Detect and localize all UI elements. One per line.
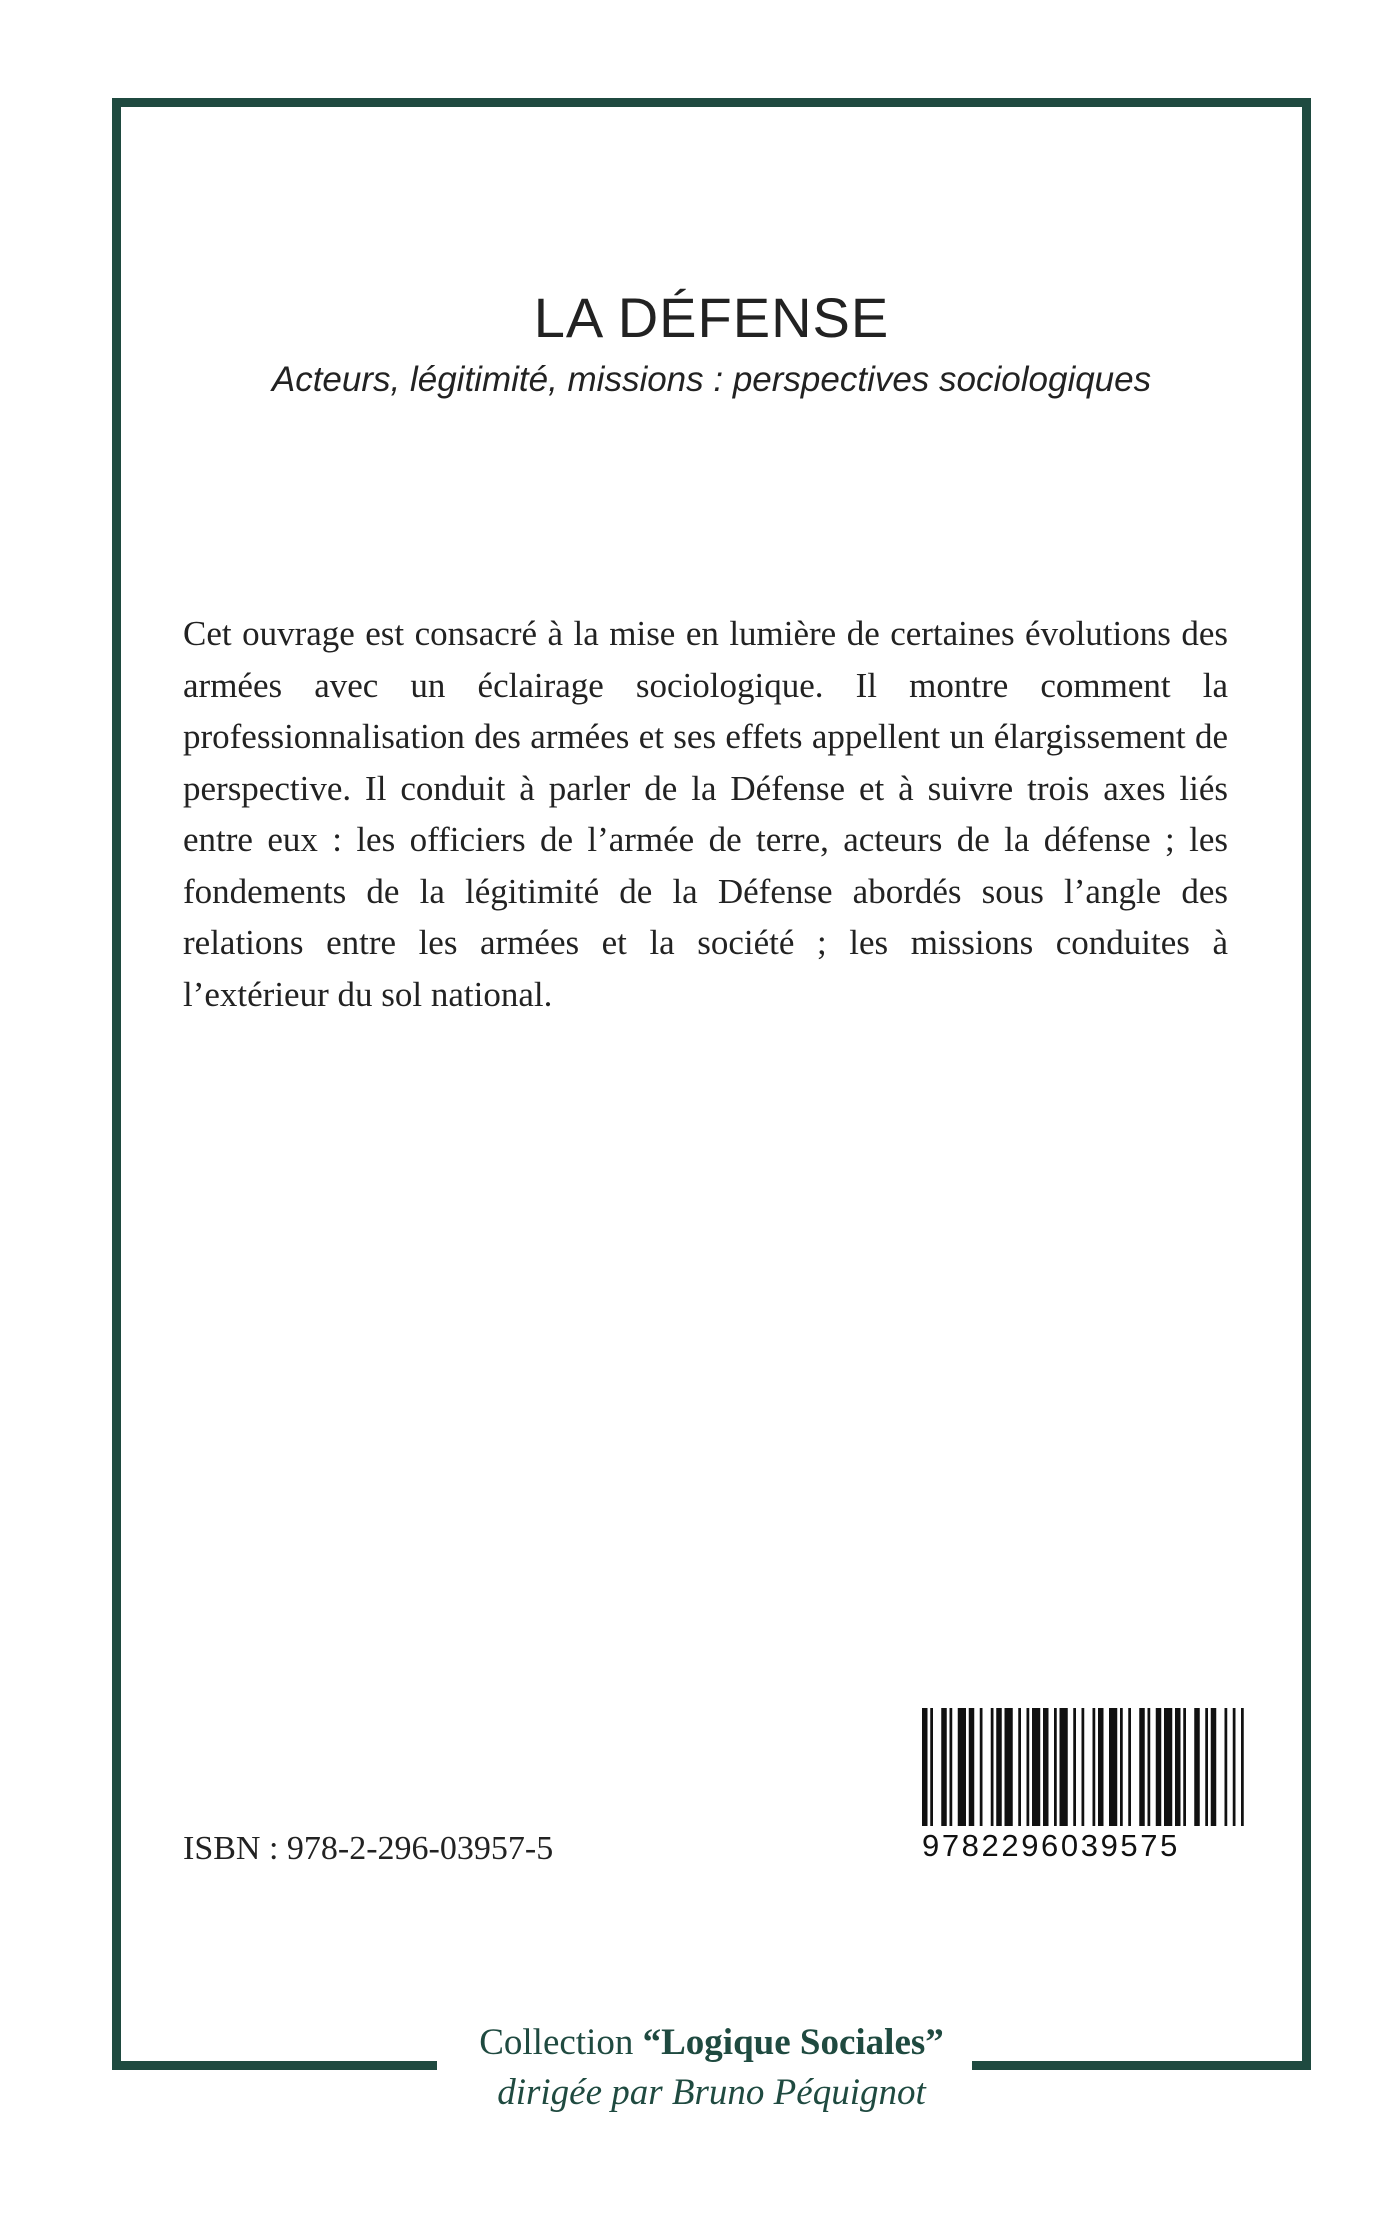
barcode-bar xyxy=(1093,1708,1096,1826)
barcode-bar xyxy=(941,1708,947,1826)
barcode-bar xyxy=(1233,1708,1236,1826)
frame-top-border xyxy=(112,98,1311,107)
barcode-bar xyxy=(1060,1708,1068,1826)
barcode-bar xyxy=(1098,1708,1104,1826)
book-subtitle: Acteurs, légitimité, missions : perspectives sociologiques xyxy=(271,360,1152,399)
barcode-bar xyxy=(996,1708,1002,1826)
collection-line xyxy=(121,2024,1302,2061)
barcode-bar xyxy=(1073,1708,1076,1826)
barcode-bar xyxy=(1241,1708,1244,1826)
frame-bottom-right-border xyxy=(972,2061,1311,2070)
barcode-bar xyxy=(1109,1708,1117,1826)
barcode-bar xyxy=(1043,1708,1049,1826)
barcode-bar xyxy=(980,1708,983,1826)
barcode-bar xyxy=(950,1708,953,1826)
barcode-bar xyxy=(1205,1708,1208,1826)
barcode-bar xyxy=(1005,1708,1013,1826)
barcode-icon xyxy=(922,1708,1252,1826)
barcode-bar xyxy=(1032,1708,1040,1826)
barcode-bar xyxy=(958,1708,966,1826)
barcode-bar xyxy=(1175,1708,1181,1826)
barcode-bar xyxy=(1139,1708,1145,1826)
barcode-bar xyxy=(1164,1708,1172,1826)
barcode-bar xyxy=(1148,1708,1151,1826)
barcode-bar xyxy=(1156,1708,1162,1826)
barcode-bar xyxy=(1128,1708,1131,1826)
barcode-bar xyxy=(1120,1708,1123,1826)
book-title: LA DÉFENSE xyxy=(533,286,890,349)
barcode-digits: 9782296039575 xyxy=(922,1828,1180,1863)
barcode-bar xyxy=(969,1708,975,1826)
isbn-text: ISBN : 978-2-296-03957-5 xyxy=(183,1830,554,1867)
barcode-bar xyxy=(930,1708,933,1826)
barcode-bar xyxy=(1194,1708,1200,1826)
barcode-bar xyxy=(1054,1708,1057,1826)
barcode-bar xyxy=(991,1708,994,1826)
barcode-bar xyxy=(1027,1708,1030,1826)
barcode-bar xyxy=(922,1708,928,1826)
barcode-bar xyxy=(1183,1708,1186,1826)
collection-director: dirigée par Bruno Péquignot xyxy=(497,2072,926,2113)
collection-name: “Logique Sociales” xyxy=(642,2022,944,2063)
frame-bottom-left-border xyxy=(112,2061,437,2070)
frame-right-border xyxy=(1302,98,1311,2070)
back-cover-blurb: Cet ouvrage est consacré à la mise en lumière de certaines évolutions des armées avec un éclairage sociologique. Il montre comment la professionnalisation des armées et ses effets appellent un élargissement de perspective. Il conduit à parler de la Défense et à suivre trois axes liés entre eux : les officiers de l’armée de terre, acteurs de la défense ; les fondements de la légitimité de la Défense abordés sous l’angle des relations entre les armées et la société ; les missions conduites à l’extérieur du sol national. xyxy=(183,614,1228,1014)
collection-prefix: Collection xyxy=(479,2022,643,2063)
barcode-bar xyxy=(1018,1708,1021,1826)
barcode-bar xyxy=(1082,1708,1085,1826)
frame-left-border xyxy=(112,98,121,2070)
barcode-bar xyxy=(1225,1708,1228,1826)
barcode-bar xyxy=(1211,1708,1217,1826)
